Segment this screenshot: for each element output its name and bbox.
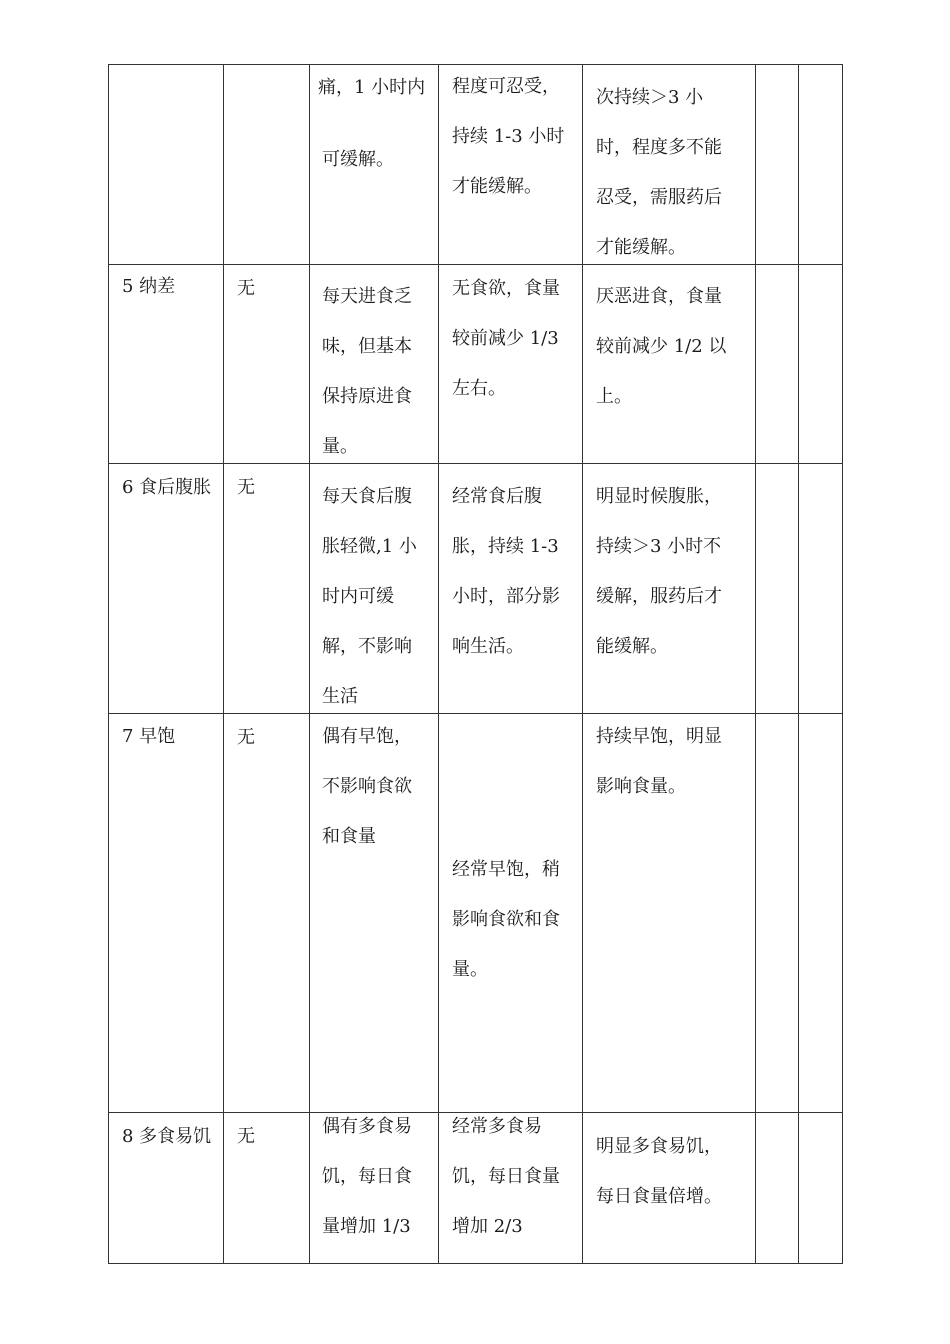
table-cell-moderate: 经常多食易 饥，每日食量 增加 2/3 (452, 1116, 560, 1237)
column-divider (223, 64, 224, 1264)
table-cell-symptom: 8 多食易饥 (122, 1126, 212, 1147)
column-divider (582, 64, 583, 1264)
table-cell-moderate: 无食欲，食量 较前减少 1/3 左右。 (452, 278, 560, 399)
table-cell-symptom: 7 早饱 (122, 726, 176, 747)
table-cell-severe: 次持续＞3 小 时，程度多不能 忍受，需服药后 才能缓解。 (596, 87, 722, 258)
column-divider (438, 64, 439, 1264)
table-cell-symptom: 6 食后腹胀 (122, 477, 212, 498)
table-border-bottom (108, 1263, 842, 1264)
table-border-right (842, 64, 843, 1264)
table-cell-none: 无 (237, 278, 255, 299)
table-cell-severe: 明显多食易饥， 每日食量倍增。 (596, 1136, 722, 1207)
table-cell-none: 无 (237, 1126, 255, 1147)
table-border-left (108, 64, 109, 1264)
table-cell-severe: 持续早饱，明显 影响食量。 (596, 726, 722, 797)
column-divider (798, 64, 799, 1264)
table-cell-symptom: 5 纳差 (122, 276, 176, 297)
column-divider (755, 64, 756, 1264)
table-cell-none: 无 (237, 477, 255, 498)
table-cell-mild: 偶有早饱， 不影响食欲 和食量 (322, 726, 412, 847)
table-cell-mild: 偶有多食易 饥，每日食 量增加 1/3 (322, 1116, 412, 1237)
table-cell-mild: 每天食后腹 胀轻微,1 小 时内可缓 解，不影响 生活 (322, 486, 417, 707)
table-cell-mild: 每天进食乏 味，但基本 保持原进食 量。 (322, 286, 412, 457)
column-divider (309, 64, 310, 1264)
table-cell-mild: 痛，1 小时内 (318, 77, 426, 98)
table-cell-severe: 明显时候腹胀， 持续＞3 小时不 缓解，服药后才 能缓解。 (596, 486, 722, 657)
table-cell-moderate: 程度可忍受， 持续 1-3 小时 才能缓解。 (452, 76, 565, 197)
table-cell-moderate: 经常早饱，稍 影响食欲和食 量。 (452, 859, 560, 980)
table-cell-mild: 可缓解。 (322, 149, 394, 170)
table-cell-moderate: 经常食后腹 胀，持续 1-3 小时，部分影 响生活。 (452, 486, 560, 657)
table-cell-none: 无 (237, 727, 255, 748)
table-cell-severe: 厌恶进食，食量 较前减少 1/2 以 上。 (596, 286, 727, 407)
